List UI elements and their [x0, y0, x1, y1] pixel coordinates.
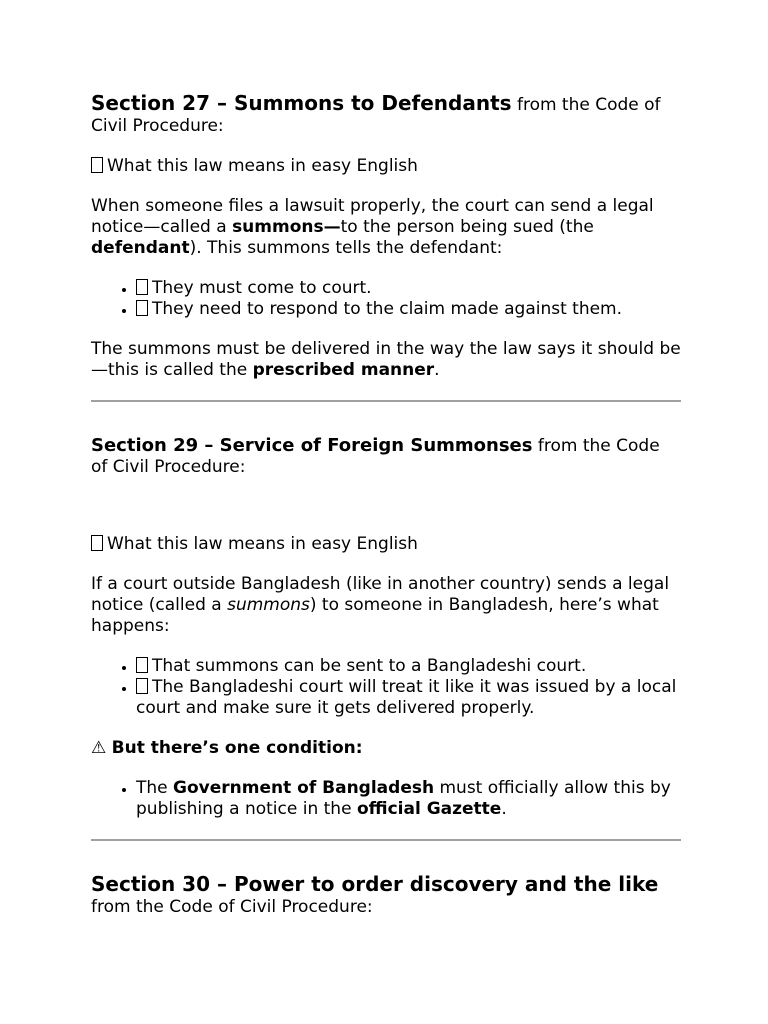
text-span: ) to someone in Bangladesh, here’s what happens: [91, 595, 659, 636]
section-divider [91, 400, 681, 402]
section-30-title: Section 30 – Power to order discovery and the like [91, 872, 659, 896]
list-item [136, 656, 681, 677]
list-item [136, 778, 681, 820]
condition-line [91, 738, 681, 759]
text-span: The summons must be delivered in the way the law says it should be—this is called the [91, 339, 681, 380]
list-item [136, 299, 681, 320]
placeholder-emoji-icon [136, 279, 148, 295]
bold-span: official Gazette [356, 799, 502, 819]
bold-span: prescribed manner [252, 360, 435, 380]
italic-span: summons [227, 595, 310, 615]
list-item [136, 677, 681, 719]
placeholder-emoji-icon [136, 678, 148, 694]
document-page [91, 93, 681, 918]
section-29-bullet-list [91, 656, 681, 719]
text-span: must officially allow this by publishing a notice in the [136, 778, 671, 819]
bold-span: defendant [91, 238, 190, 258]
list-item [136, 278, 681, 299]
section-27-bullet-list [91, 278, 681, 320]
text-span: . [434, 360, 440, 380]
section-29-paragraph-1 [91, 574, 681, 637]
section-divider [91, 839, 681, 841]
list-item-text: They must come to court. [152, 278, 372, 298]
section-27-paragraph-2 [91, 339, 681, 381]
list-item-text: That summons can be sent to a Bangladeshi court. [152, 656, 587, 676]
section-29-title-suffix: from the Code of Civil Procedure: [91, 436, 660, 477]
warning-icon: ⚠ [91, 738, 107, 758]
section-27-easy-label: What this law means in easy English [107, 156, 418, 176]
list-item-text: The Bangladeshi court will treat it like it was issued by a local court and make sure it gets delivered properly. [136, 677, 677, 718]
placeholder-emoji-icon [136, 300, 148, 316]
list-item-text: They need to respond to the claim made against them. [152, 299, 623, 319]
section-27-title: Section 27 – Summons to Defendants [91, 91, 512, 115]
section-27-heading [91, 93, 681, 137]
condition-bullet-list [91, 778, 681, 820]
section-29-easy-label: What this law means in easy English [107, 534, 418, 554]
text-span: ). This summons tells the defendant: [189, 238, 503, 258]
text-span: . [501, 799, 507, 819]
section-29-easy-line [91, 534, 681, 555]
placeholder-emoji-icon [91, 157, 103, 173]
section-29-title: Section 29 – Service of Foreign Summonses [91, 435, 533, 456]
text-span: The [136, 778, 174, 798]
text-span: If a court outside Bangladesh (like in another country) sends a legal notice (called a [91, 574, 670, 615]
text-span: When someone files a lawsuit properly, the court can send a legal notice—called a [91, 196, 654, 237]
section-30-heading [91, 874, 681, 918]
bold-span: Government of Bangladesh [173, 778, 435, 798]
section-30-title-suffix: from the Code of Civil Procedure: [91, 897, 373, 917]
section-27-easy-line [91, 156, 681, 177]
placeholder-emoji-icon [91, 535, 103, 551]
placeholder-emoji-icon [136, 657, 148, 673]
text-span: to the person being sued (the [340, 217, 594, 237]
section-29-heading [91, 435, 681, 478]
condition-text: But there’s one condition: [111, 738, 363, 758]
section-27-paragraph-1 [91, 196, 681, 259]
section-27-title-suffix: from the Code of Civil Procedure: [91, 95, 661, 136]
bold-span: summons— [232, 217, 341, 237]
